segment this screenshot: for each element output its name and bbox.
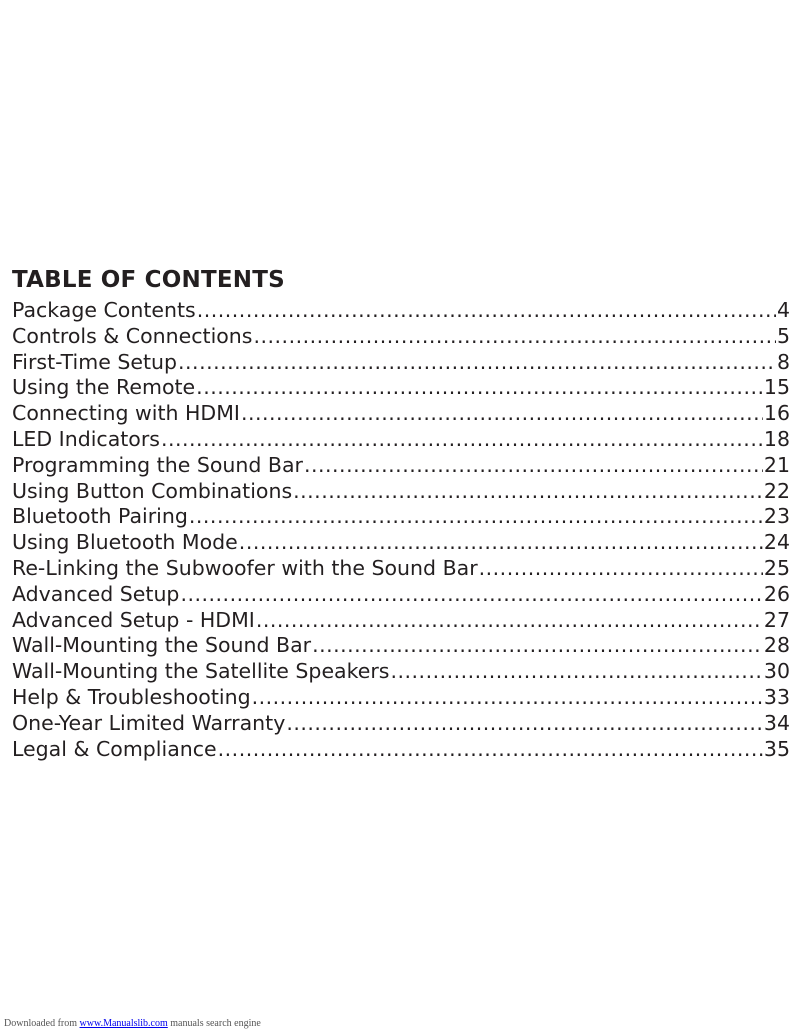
download-footer xyxy=(4,1018,261,1029)
dot-leader xyxy=(253,324,775,350)
page-title: TABLE OF CONTENTS xyxy=(12,267,285,294)
footer-suffix: manuals search engine xyxy=(170,1018,261,1029)
toc-entry-label: Controls & Connections xyxy=(12,323,253,348)
dot-leader xyxy=(256,608,763,634)
toc-entry[interactable] xyxy=(12,375,790,401)
dot-leader xyxy=(312,633,763,659)
toc-entry-page-number: 30 xyxy=(763,659,790,684)
toc-entry[interactable] xyxy=(12,427,790,453)
toc-entry-page-number: 18 xyxy=(763,426,790,451)
toc-entry[interactable] xyxy=(12,350,790,376)
toc-entry[interactable] xyxy=(12,530,790,556)
toc-entry-page-number: 35 xyxy=(763,736,790,761)
toc-entry-page-number: 22 xyxy=(763,478,790,503)
dot-leader xyxy=(239,530,763,556)
toc-entry-label: Connecting with HDMI xyxy=(12,401,240,426)
toc-entry[interactable] xyxy=(12,324,790,350)
toc-entry-page-number: 25 xyxy=(763,555,790,580)
toc-entry-label: First-Time Setup xyxy=(12,349,178,374)
dot-leader xyxy=(241,401,763,427)
manualslib-link[interactable]: www.Manualslib.com xyxy=(79,1018,168,1029)
toc-entry-page-number: 33 xyxy=(763,684,790,709)
toc-entry-page-number: 26 xyxy=(763,581,790,606)
toc-entry[interactable] xyxy=(12,401,790,427)
toc-entry-label: Help & Troubleshooting xyxy=(12,684,251,709)
toc-entry[interactable] xyxy=(12,608,790,634)
toc-entry[interactable] xyxy=(12,582,790,608)
toc-entry-page-number: 27 xyxy=(763,607,790,632)
dot-leader xyxy=(286,711,763,737)
toc-entry[interactable] xyxy=(12,479,790,505)
dot-leader xyxy=(252,685,763,711)
dot-leader xyxy=(196,375,763,401)
dot-leader xyxy=(479,556,763,582)
toc-entry-label: Bluetooth Pairing xyxy=(12,504,188,529)
toc-entry-label: Using the Remote xyxy=(12,375,196,400)
toc-entry-page-number: 5 xyxy=(776,323,790,348)
dot-leader xyxy=(293,479,763,505)
toc-entry[interactable] xyxy=(12,685,790,711)
toc-entry[interactable] xyxy=(12,453,790,479)
toc-entry-label: LED Indicators xyxy=(12,426,160,451)
toc-entry-label: Legal & Compliance xyxy=(12,736,217,761)
toc-entry-label: One-Year Limited Warranty xyxy=(12,710,286,735)
toc-entry-label: Using Button Combinations xyxy=(12,478,293,503)
toc-entry-label: Re-Linking the Subwoofer with the Sound Bar xyxy=(12,555,478,580)
toc-entry-label: Wall-Mounting the Satellite Speakers xyxy=(12,659,390,684)
toc-entry[interactable] xyxy=(12,659,790,685)
dot-leader xyxy=(218,737,763,763)
toc-entry-page-number: 21 xyxy=(763,452,790,477)
footer-prefix: Downloaded from xyxy=(4,1018,78,1029)
dot-leader xyxy=(161,427,763,453)
toc-entry-page-number: 4 xyxy=(776,298,790,322)
toc-entry-page-number: 28 xyxy=(763,633,790,658)
dot-leader xyxy=(180,582,762,608)
dot-leader xyxy=(178,350,776,376)
table-of-contents xyxy=(12,298,790,762)
toc-entry-label: Wall-Mounting the Sound Bar xyxy=(12,633,312,658)
toc-entry-label: Using Bluetooth Mode xyxy=(12,530,238,555)
toc-entry-label: Package Contents xyxy=(12,298,196,322)
toc-entry-page-number: 23 xyxy=(763,504,790,529)
dot-leader xyxy=(304,453,763,479)
toc-entry[interactable] xyxy=(12,633,790,659)
toc-entry-page-number: 16 xyxy=(763,401,790,426)
toc-entry[interactable] xyxy=(12,504,790,530)
toc-entry[interactable] xyxy=(12,737,790,763)
dot-leader xyxy=(189,504,763,530)
toc-entry-page-number: 24 xyxy=(763,530,790,555)
toc-entry[interactable] xyxy=(12,298,790,324)
toc-entry[interactable] xyxy=(12,556,790,582)
toc-entry-label: Advanced Setup xyxy=(12,581,180,606)
toc-entry-label: Programming the Sound Bar xyxy=(12,452,303,477)
dot-leader xyxy=(390,659,762,685)
toc-entry[interactable] xyxy=(12,711,790,737)
dot-leader xyxy=(197,298,776,324)
toc-entry-page-number: 34 xyxy=(763,710,790,735)
toc-entry-page-number: 15 xyxy=(763,375,790,400)
toc-entry-page-number: 8 xyxy=(776,349,790,374)
toc-entry-label: Advanced Setup - HDMI xyxy=(12,607,255,632)
